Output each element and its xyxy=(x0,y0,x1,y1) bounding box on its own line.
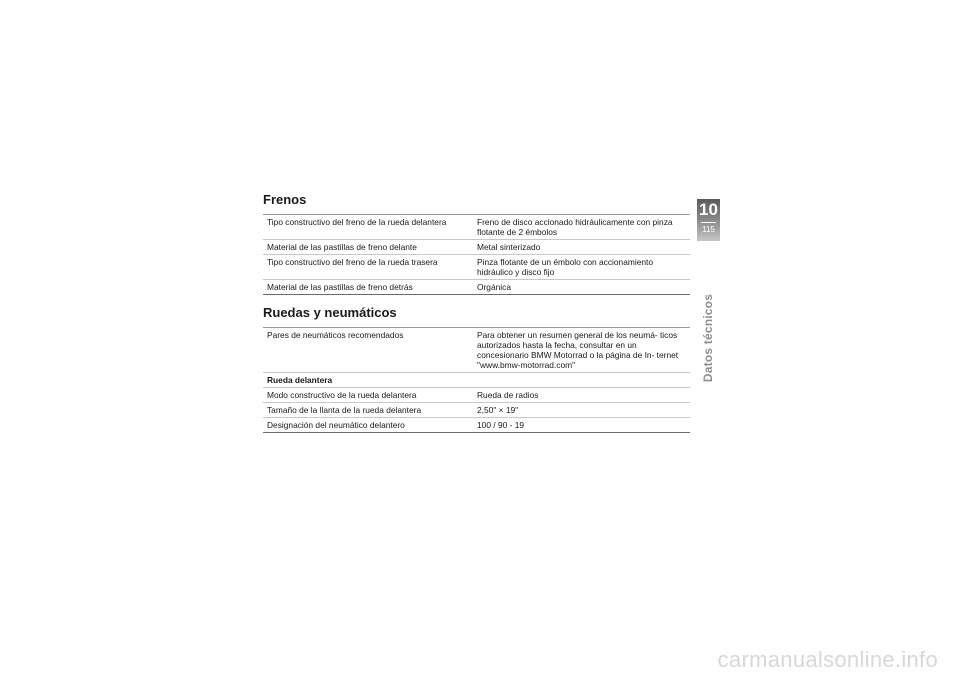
spec-label: Tipo constructivo del freno de la rueda trasera xyxy=(263,255,473,280)
spec-value: Metal sinterizado xyxy=(473,240,690,255)
spec-label: Modo constructivo de la rueda delantera xyxy=(263,388,473,403)
group-heading-row xyxy=(263,373,690,388)
spec-label: Material de las pastillas de freno delante xyxy=(263,240,473,255)
spec-label: Designación del neumático delantero xyxy=(263,418,473,433)
table-row xyxy=(263,418,690,433)
spec-value: Freno de disco accionado hidráulicamente con pinza flotante de 2 émbolos xyxy=(473,215,690,240)
table-row xyxy=(263,240,690,255)
spec-value: Orgánica xyxy=(473,280,690,295)
table-row xyxy=(263,280,690,295)
spec-value: 2,50" × 19" xyxy=(473,403,690,418)
chapter-divider xyxy=(701,222,716,223)
wheels-table xyxy=(263,327,690,433)
spec-label: Material de las pastillas de freno detrás xyxy=(263,280,473,295)
group-heading: Rueda delantera xyxy=(263,373,690,388)
section-title-brakes: Frenos xyxy=(263,192,307,207)
chapter-side-label-text: Datos técnicos xyxy=(701,293,715,383)
page-number: 115 xyxy=(702,225,715,234)
chapter-number: 10 xyxy=(699,200,718,219)
spec-value: 100 / 90 - 19 xyxy=(473,418,690,433)
section-title-wheels: Ruedas y neumáticos xyxy=(263,305,397,320)
spec-value: Rueda de radios xyxy=(473,388,690,403)
table-row xyxy=(263,328,690,373)
table-row xyxy=(263,403,690,418)
watermark: carmanualsonline.info xyxy=(717,647,938,672)
spec-content xyxy=(263,192,690,433)
brakes-table xyxy=(263,214,690,295)
chapter-tab xyxy=(697,199,720,241)
spec-label: Pares de neumáticos recomendados xyxy=(263,328,473,373)
spec-label: Tamaño de la llanta de la rueda delantera xyxy=(263,403,473,418)
table-row xyxy=(263,388,690,403)
spec-value: Pinza flotante de un émbolo con accionamiento hidráulico y disco fijo xyxy=(473,255,690,280)
table-row xyxy=(263,215,690,240)
spec-value: Para obtener un resumen general de los neumá- ticos autorizados hasta la fecha, consultar en un concesionario BMW Motorrad o la página de In- ternet "www.bmw-motorrad.com" xyxy=(473,328,690,373)
spec-label: Tipo constructivo del freno de la rueda delantera xyxy=(263,215,473,240)
table-row xyxy=(263,255,690,280)
